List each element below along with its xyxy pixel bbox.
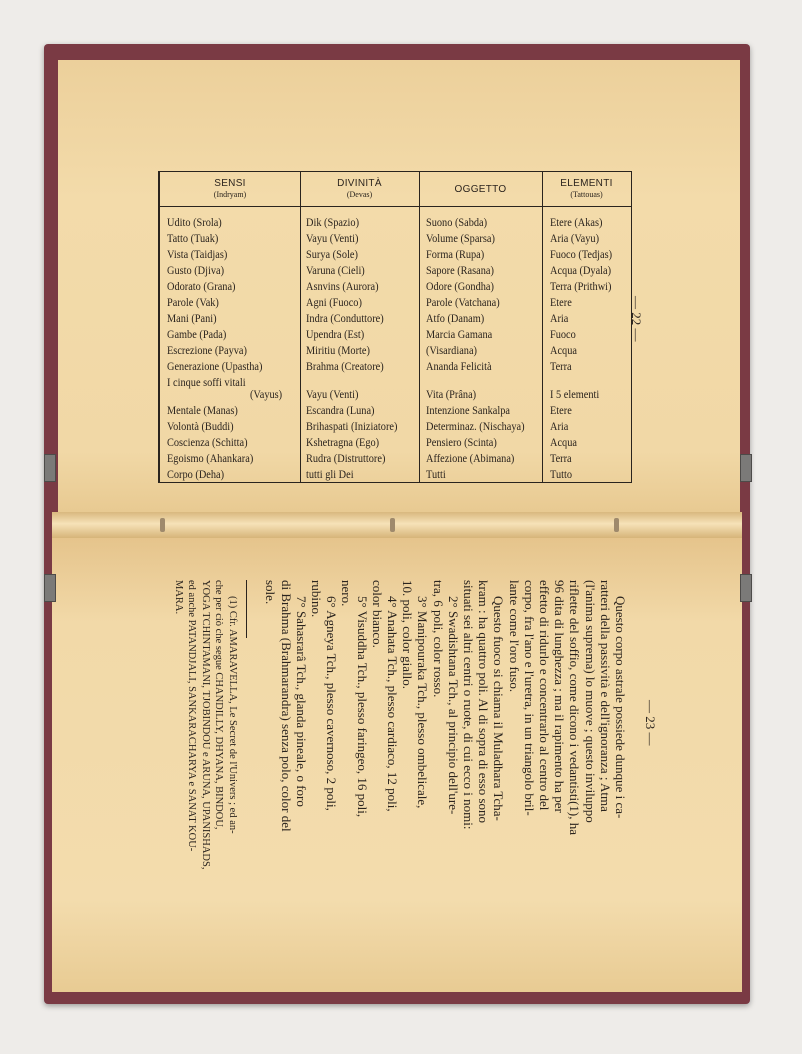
- text-line: 96 dita di lunghezza ; ma il rapimento ha per: [552, 580, 568, 813]
- table-cell: Escrezione (Payva): [167, 343, 247, 357]
- text-line: corpo, fra l'ano e l'uretra, in un triangolo bril-: [521, 580, 537, 816]
- table-cell: Fuoco (Tedjas): [550, 247, 613, 261]
- table-cell: Etere (Akas): [550, 215, 603, 229]
- table-cell: Generazione (Upastha): [167, 359, 263, 373]
- table-cell: Atfo (Danam): [426, 311, 485, 325]
- table-cell: Surya (Sole): [306, 247, 358, 261]
- table-cell: Vayu (Venti): [306, 231, 359, 245]
- table-cell: Escandra (Luna): [306, 403, 375, 417]
- table-cell: Ananda Felicità: [426, 359, 492, 373]
- table-cell: Aria (Vayu): [550, 231, 600, 245]
- table-cell: Acqua (Dyala): [550, 263, 612, 277]
- table-cell: Asnvins (Aurora): [306, 279, 379, 293]
- table-cell: Forma (Rupa): [426, 247, 485, 261]
- table-cell: Suono (Sabda): [426, 215, 488, 229]
- book-gutter: [52, 512, 742, 538]
- header-elementi: ELEMENTI (Tattouas): [560, 178, 613, 199]
- table-cell: I 5 elementi: [550, 387, 600, 401]
- table-cell: Egoismo (Ahankara): [167, 451, 254, 465]
- table-cell: Gambe (Pada): [167, 327, 227, 341]
- binding-clasp: [740, 574, 752, 602]
- table-cell: Determinaz. (Nischaya): [426, 419, 525, 433]
- table-cell: Vista (Taidjas): [167, 247, 228, 261]
- table-cell: Parole (Vak): [167, 295, 219, 309]
- table-cell: Kshetragna (Ego): [306, 435, 380, 449]
- table-cell: Vita (Prâna): [426, 387, 477, 401]
- header-sensi: SENSI (Indryam): [213, 178, 247, 199]
- page-number: — 23 —: [643, 700, 658, 746]
- column-divider: [419, 172, 420, 482]
- table-cell: Marcia Gamana: [426, 327, 493, 341]
- table-cell: Coscienza (Schitta): [167, 435, 248, 449]
- text-line: situati sei altri centri o ruote, di cui ecco i nomi:: [461, 580, 476, 830]
- text-line: effetto di ridurlo e concentrarlo al centro del: [537, 580, 552, 811]
- footnote-rule: [246, 580, 247, 638]
- table-cell: Pensiero (Scinta): [426, 435, 497, 449]
- footnote-line: MARA.: [173, 580, 184, 615]
- table-cell: Vayu (Venti): [306, 387, 359, 401]
- binding-clasp: [44, 454, 56, 482]
- column-divider: [542, 172, 543, 482]
- table-cell: Miritiu (Morte): [306, 343, 370, 357]
- footnote-line: ed anche PATANDJALI, SANKARACHARYA e SANAT KOU-: [186, 580, 198, 852]
- text-line: ratteri della passività e dell'ignoranza ; Atma: [597, 580, 613, 812]
- footnote-line: che per ciò che segue CHANDILLY, DHYANA, BINDOU,: [213, 580, 225, 830]
- table-cell: (Vayus): [250, 387, 283, 401]
- table-cell: Corpo (Deha): [167, 467, 225, 481]
- binding-stitch: [390, 518, 395, 532]
- table-cell: Affezione (Abimana): [426, 451, 515, 465]
- footnote-line: YOGA TCHINTAMANI, TJOBINDOU e ARUNA, UPANISHADS,: [200, 580, 211, 870]
- table-cell: Terra: [550, 451, 572, 465]
- table-cell: (Visardiana): [426, 343, 477, 357]
- table-cell: Odore (Gondha): [426, 279, 494, 293]
- table-cell: Sapore (Rasana): [426, 263, 494, 277]
- table-cell: Tatto (Tuak): [167, 231, 219, 245]
- table-cell: Udito (Srola): [167, 215, 222, 229]
- text-line: kram : ha quattro poli. Al di sopra di esso sono: [476, 580, 492, 824]
- table-cell: Upendra (Est): [306, 327, 365, 341]
- table-cell: Dik (Spazio): [306, 215, 360, 229]
- table-cell: Terra: [550, 359, 572, 373]
- senses-table: [158, 171, 632, 483]
- table-cell: Rudra (Distruttore): [306, 451, 386, 465]
- table-cell: Mentale (Manas): [167, 403, 238, 417]
- text-line: Questo fuoco si chiama il Muladhara Tcha-: [491, 596, 507, 821]
- table-cell: Tutti: [426, 467, 446, 481]
- text-line: 3° Manipouraka Tch., plesso ombelicale,: [415, 596, 431, 809]
- text-line: 5° Visuddha Tch., plesso faringeo, 16 poli,: [354, 596, 370, 818]
- table-cell: Terra (Prithwi): [550, 279, 612, 293]
- text-line: nero.: [339, 580, 355, 607]
- table-cell: Aria: [550, 419, 569, 433]
- table-cell: Volume (Sparsa): [426, 231, 495, 245]
- text-line: sole.: [263, 580, 279, 605]
- table-cell: Gusto (Djiva): [167, 263, 225, 277]
- table-cell: Volontà (Buddi): [167, 419, 234, 433]
- page-23-text: [132, 580, 658, 970]
- table-cell: Agni (Fuoco): [306, 295, 362, 309]
- text-line: (l'anima suprema) lo muove ; questo inviluppo: [582, 580, 598, 823]
- table-cell: Fuoco: [550, 327, 576, 341]
- table-cell: I cinque soffi vitali: [167, 375, 246, 389]
- text-line: 2° Swadishtana Tch., al principio dell'ure-: [445, 596, 461, 815]
- table-cell: Odorato (Grana): [167, 279, 236, 293]
- table-cell: tutti gli Dei: [306, 467, 354, 481]
- text-line: 4° Anahata Tch., plesso cardiaco, 12 poli,: [385, 596, 400, 812]
- binding-stitch: [614, 518, 619, 532]
- table-cell: Intenzione Sankalpa: [426, 403, 510, 417]
- table-cell: Etere: [550, 403, 572, 417]
- text-line: riflette del soffio, come dicono i vedantisti(1), ha: [567, 580, 583, 835]
- table-cell: Acqua: [550, 435, 577, 449]
- text-line: 10. poli, color giallo.: [400, 580, 416, 690]
- table-cell: Brahma (Creatore): [306, 359, 384, 373]
- header-oggetto: OGGETTO: [454, 183, 507, 195]
- text-line: tra, 6 poli, color rosso.: [430, 580, 446, 698]
- binding-stitch: [160, 518, 165, 532]
- table-cell: Indra (Conduttore): [306, 311, 384, 325]
- text-line: Questo corpo astrale possiede dunque i ca-: [613, 596, 628, 819]
- text-line: rubino.: [309, 580, 324, 618]
- table-cell: Aria: [550, 311, 569, 325]
- table-cell: Etere: [550, 295, 572, 309]
- table-cell: Brihaspati (Iniziatore): [306, 419, 398, 433]
- table-cell: Acqua: [550, 343, 577, 357]
- column-divider: [300, 172, 301, 482]
- text-line: color bianco.: [369, 580, 385, 648]
- table-cell: Parole (Vatchana): [426, 295, 500, 309]
- footnote-line: (1) Cfr. AMARAVELLA, Le Secret de l'Univers ; ed an-: [227, 596, 238, 834]
- table-cell: Mani (Pani): [167, 311, 217, 325]
- header-divinita: DIVINITÀ (Devas): [337, 178, 382, 199]
- binding-clasp: [44, 574, 56, 602]
- table-cell: Varuna (Cieli): [306, 263, 365, 277]
- text-line: 7° Sahasrarâ Tch., glanda pineale, o foro: [293, 596, 309, 807]
- text-line: lante come l'oro fuso.: [506, 580, 522, 693]
- table-cell: Tutto: [550, 467, 572, 481]
- page-number: — 22 —: [629, 296, 644, 342]
- text-line: di Brahma (Brahmarandra) senza polo, color del: [278, 580, 294, 832]
- text-line: 6° Agneya Tch., plesso cavernoso, 2 poli,: [324, 596, 340, 811]
- binding-clasp: [740, 454, 752, 482]
